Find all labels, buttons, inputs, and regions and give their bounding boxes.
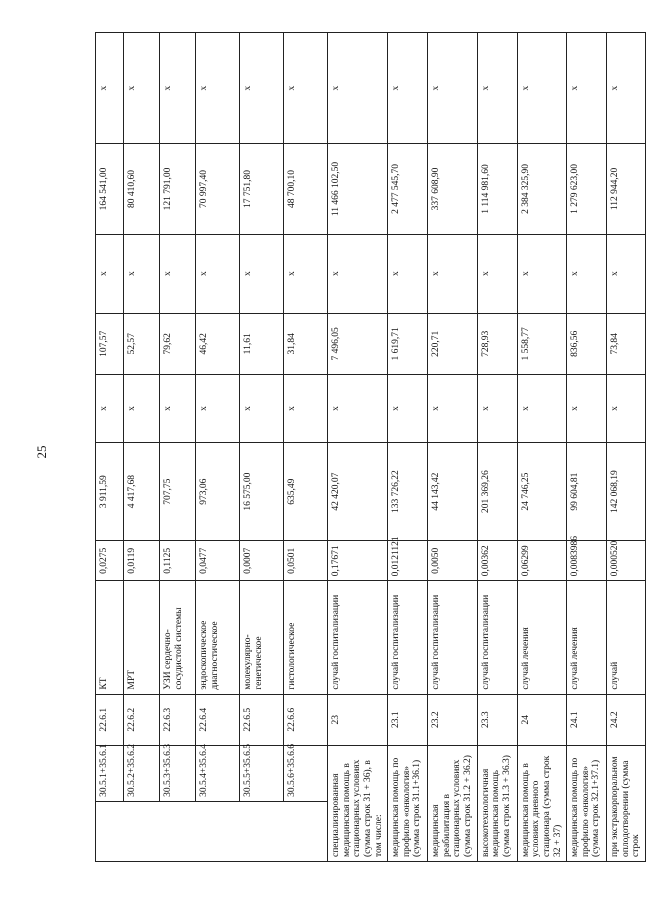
- cell-norm: 0,0121121: [388, 541, 428, 581]
- cell-unit: случай лечения: [567, 581, 607, 694]
- cell-unit: случай лечения: [517, 581, 567, 694]
- cell-dash: х: [477, 374, 517, 442]
- cell-name: при экстракорпоральном оплодотворении (сумма строк: [607, 745, 646, 861]
- cell-dash: х: [96, 33, 124, 144]
- table-row: [284, 33, 328, 862]
- cell-per-capita: 73,84: [607, 313, 646, 374]
- cell-total-amount: 2 384 325,90: [517, 144, 567, 234]
- table-row: [388, 33, 428, 862]
- cell-dash: х: [428, 374, 478, 442]
- cell-dash: х: [328, 234, 388, 313]
- cell-unit-cost: 133 726,22: [388, 443, 428, 541]
- cell-row-number: 22.6.1: [96, 694, 124, 745]
- cell-unit: случай госпитализации: [388, 581, 428, 694]
- table-row: [607, 33, 646, 862]
- table-body: [96, 33, 646, 862]
- cell-name: медицинская помощь по профилю «онкология» (сумма строк 31.1+36.1): [388, 745, 428, 861]
- cell-dash: х: [284, 374, 328, 442]
- cell-dash: х: [567, 33, 607, 144]
- cell-dash: х: [517, 33, 567, 144]
- cell-dash: х: [517, 374, 567, 442]
- cell-code: 30.5.5+35.6.5: [240, 745, 284, 801]
- table-row: [517, 33, 567, 862]
- cell-dash: х: [96, 234, 124, 313]
- cell-row-number: 23: [328, 694, 388, 745]
- cell-norm: 0,000520: [607, 541, 646, 581]
- cell-dash: х: [196, 33, 240, 144]
- cell-row-number: 22.6.5: [240, 694, 284, 745]
- cell-total-amount: 2 477 545,70: [388, 144, 428, 234]
- cell-dash: х: [240, 374, 284, 442]
- cell-per-capita: 46,42: [196, 313, 240, 374]
- cell-row-number: 22.6.6: [284, 694, 328, 745]
- table-row: [567, 33, 607, 862]
- cell-dash: х: [567, 374, 607, 442]
- cell-total-amount: 48 700,10: [284, 144, 328, 234]
- cell-row-number: 22.6.3: [160, 694, 196, 745]
- cell-unit-cost: 4 417,68: [124, 443, 160, 541]
- cell-unit: молекулярно-генетическое: [240, 581, 284, 694]
- cell-dash: х: [328, 374, 388, 442]
- cell-unit-cost: 142 068,19: [607, 443, 646, 541]
- cell-total-amount: 337 608,90: [428, 144, 478, 234]
- cell-per-capita: 107,57: [96, 313, 124, 374]
- cell-per-capita: 220,71: [428, 313, 478, 374]
- cell-name: медицинская реабилитация в стационарных условиях (сумма строк 31.2 + 36.2): [428, 745, 478, 861]
- cell-dash: х: [124, 234, 160, 313]
- cell-dash: х: [428, 33, 478, 144]
- cell-dash: х: [160, 234, 196, 313]
- medical-care-table: [95, 32, 646, 862]
- cell-code: 30.5.4+35.6.4: [196, 745, 240, 801]
- cell-unit-cost: 707,75: [160, 443, 196, 541]
- cell-code: 30.5.2+35.6.2: [124, 745, 160, 801]
- cell-dash: х: [124, 374, 160, 442]
- cell-dash: х: [567, 234, 607, 313]
- cell-dash: х: [388, 33, 428, 144]
- cell-row-number: 23.1: [388, 694, 428, 745]
- cell-row-number: 24.2: [607, 694, 646, 745]
- cell-total-amount: 1 279 623,00: [567, 144, 607, 234]
- cell-dash: х: [388, 374, 428, 442]
- cell-norm: 0,0083986: [567, 541, 607, 581]
- cell-row-number: 22.6.4: [196, 694, 240, 745]
- cell-norm: 0,1125: [160, 541, 196, 581]
- table-row: [160, 33, 196, 862]
- cell-code: 30.5.1+35.6.1: [96, 745, 124, 801]
- cell-row-number: 24.1: [567, 694, 607, 745]
- cell-per-capita: 52,57: [124, 313, 160, 374]
- table-row: [428, 33, 478, 862]
- cell-name: высокотехнологичная медицинская помощь (сумма строк 31.3 + 36.3): [477, 745, 517, 861]
- cell-dash: х: [607, 234, 646, 313]
- cell-code: 30.5.3+35.6.3: [160, 745, 196, 801]
- cell-dash: х: [160, 33, 196, 144]
- page-number: 25: [34, 445, 49, 459]
- cell-row-number: 22.6.2: [124, 694, 160, 745]
- cell-row-number: 23.3: [477, 694, 517, 745]
- cell-code: 30.5.6+35.6.6: [284, 745, 328, 801]
- cell-dash: х: [477, 234, 517, 313]
- cell-per-capita: 7 496,05: [328, 313, 388, 374]
- cell-unit: УЗИ сердечно-сосудистой системы: [160, 581, 196, 694]
- cell-name: специализированная медицинская помощь в стационарных условиях (сумма строк 31 + 36), в том числе:: [328, 745, 388, 861]
- cell-dash: х: [388, 234, 428, 313]
- cell-per-capita: 1 619,71: [388, 313, 428, 374]
- rotated-table-wrapper: [95, 32, 642, 862]
- cell-total-amount: 1 114 981,60: [477, 144, 517, 234]
- cell-dash: х: [328, 33, 388, 144]
- cell-unit: КТ: [96, 581, 124, 694]
- cell-unit-cost: 99 604,81: [567, 443, 607, 541]
- cell-unit: случай госпитализации: [477, 581, 517, 694]
- table-row: [477, 33, 517, 862]
- cell-dash: х: [240, 33, 284, 144]
- cell-unit-cost: 3 911,59: [96, 443, 124, 541]
- cell-norm: 0,0119: [124, 541, 160, 581]
- cell-dash: х: [517, 234, 567, 313]
- table-row: [240, 33, 284, 862]
- cell-unit-cost: 24 746,25: [517, 443, 567, 541]
- cell-per-capita: 11,61: [240, 313, 284, 374]
- cell-dash: х: [607, 374, 646, 442]
- cell-norm: 0,0050: [428, 541, 478, 581]
- cell-total-amount: 80 410,60: [124, 144, 160, 234]
- table-row: [196, 33, 240, 862]
- cell-per-capita: 836,56: [567, 313, 607, 374]
- cell-row-number: 23.2: [428, 694, 478, 745]
- cell-unit: гистологическое: [284, 581, 328, 694]
- cell-dash: х: [196, 234, 240, 313]
- cell-dash: х: [284, 33, 328, 144]
- cell-unit-cost: 635,49: [284, 443, 328, 541]
- cell-unit: случай госпитализации: [428, 581, 478, 694]
- cell-total-amount: 17 751,80: [240, 144, 284, 234]
- cell-unit-cost: 973,06: [196, 443, 240, 541]
- table-row: [328, 33, 388, 862]
- cell-name: [96, 801, 328, 861]
- table-row: [124, 33, 160, 862]
- cell-norm: 0,0007: [240, 541, 284, 581]
- cell-total-amount: 70 997,40: [196, 144, 240, 234]
- cell-dash: х: [284, 234, 328, 313]
- cell-norm: 0,0275: [96, 541, 124, 581]
- cell-dash: х: [124, 33, 160, 144]
- cell-per-capita: 1 558,77: [517, 313, 567, 374]
- cell-total-amount: 112 944,20: [607, 144, 646, 234]
- cell-norm: 0,0501: [284, 541, 328, 581]
- cell-dash: х: [477, 33, 517, 144]
- cell-dash: х: [160, 374, 196, 442]
- cell-unit: эндоскопическое диагностическое: [196, 581, 240, 694]
- cell-dash: х: [240, 234, 284, 313]
- cell-per-capita: 79,62: [160, 313, 196, 374]
- cell-dash: х: [96, 374, 124, 442]
- cell-total-amount: 11 466 102,50: [328, 144, 388, 234]
- cell-unit-cost: 44 143,42: [428, 443, 478, 541]
- cell-unit-cost: 16 575,00: [240, 443, 284, 541]
- cell-unit-cost: 201 369,26: [477, 443, 517, 541]
- cell-total-amount: 164 541,00: [96, 144, 124, 234]
- cell-norm: 0,0477: [196, 541, 240, 581]
- cell-name: медицинская помощь в условиях дневного стационара (сумма строк 32 + 37): [517, 745, 567, 861]
- cell-per-capita: 728,93: [477, 313, 517, 374]
- cell-unit: случай: [607, 581, 646, 694]
- cell-per-capita: 31,84: [284, 313, 328, 374]
- cell-row-number: 24: [517, 694, 567, 745]
- cell-norm: 0,06299: [517, 541, 567, 581]
- cell-name: медицинская помощь по профилю «онкология» (сумма строк 32.1+37.1): [567, 745, 607, 861]
- cell-unit: случай госпитализации: [328, 581, 388, 694]
- cell-dash: х: [607, 33, 646, 144]
- table-row: [96, 33, 124, 862]
- cell-total-amount: 121 791,00: [160, 144, 196, 234]
- cell-dash: х: [196, 374, 240, 442]
- cell-dash: х: [428, 234, 478, 313]
- cell-unit: МРТ: [124, 581, 160, 694]
- cell-norm: 0,17671: [328, 541, 388, 581]
- cell-norm: 0,00362: [477, 541, 517, 581]
- cell-unit-cost: 42 420,07: [328, 443, 388, 541]
